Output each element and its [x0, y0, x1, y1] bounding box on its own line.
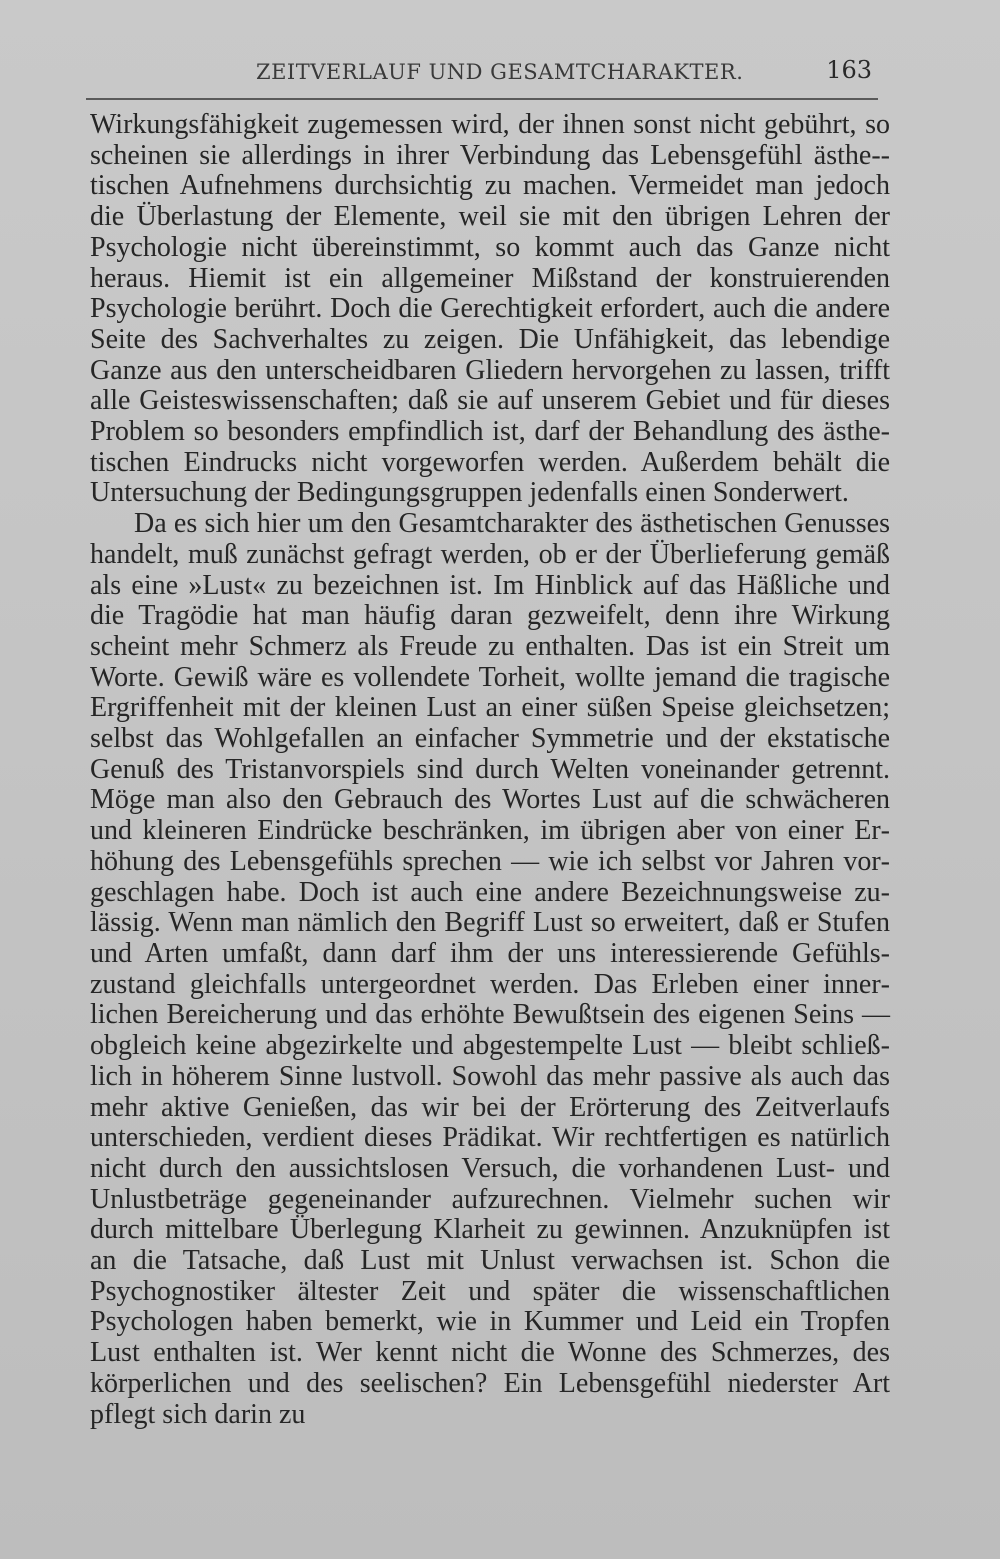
paragraph-2: Da es sich hier um den Gesamtcharakter des ästhetischen Genusses handelt, muß zunächst gefragt werden, ob er der Überlieferung gemäß als eine »Lust« zu bezeichnen ist. Im Hinblick auf das Häßliche und die Tragödie hat man häufig daran gezweifelt, denn ihre Wirkung scheint mehr Schmerz als Freude zu enthalten. Das ist ein Streit um Worte. Gewiß wäre es vollendete Torheit, wollte jemand die tragische Ergriffenheit mit der kleinen Lust an einer süßen Speise gleichsetzen; selbst das Wohlgefallen an einfacher Symmetrie und der ekstatische Genuß des Tristanvorspiels sind durch Welten voneinander getrennt. Möge man also den Gebrauch des Wortes Lust auf die schwächeren und kleineren Eindrücke beschränken, im übrigen aber von einer Erhöhung des Lebensgefühls sprechen — wie ich selbst vor Jahren vorgeschlagen habe. Doch ist auch eine andere Bezeichnungsweise zulässig. Wenn man nämlich den Begriff Lust so erweitert, daß er Stufen und Arten umfaßt, dann darf ihm der uns interessierende Gefühlszustand gleichfalls untergeordnet werden. Das Erleben einer innerlichen Bereicherung und das erhöhte Bewußtsein des eigenen Seins — obgleich keine abgezirkelte und abgestempelte Lust — bleibt schließlich in höherem Sinne lustvoll. Sowohl das mehr passive als auch das mehr aktive Genießen, das wir bei der Erörterung des Zeitverlaufs unterschieden, verdient dieses Prädikat. Wir rechtfertigen es natürlich nicht durch den aussichtslosen Versuch, die vorhandenen Lust- und Unlustbeträge gegeneinander aufzurechnen. Vielmehr suchen wir durch mittelbare Überlegung Klarheit zu gewinnen. Anzuknüpfen ist an die Tatsache, daß Lust mit Unlust verwachsen ist. Schon die Psychognostiker ältester Zeit und später die wissenschaftlichen Psychologen haben bemerkt, wie in Kummer und Leid ein Tropfen Lust enthalten ist. Wer kennt nicht die Wonne des Schmerzes, des körperlichen und des seelischen? Ein Lebensgefühl niederster Art pflegt sich darin zu — [90, 508, 890, 1430]
body-text — [90, 110, 890, 1430]
running-header — [86, 52, 878, 100]
paragraph-1: Wirkungsfähigkeit zugemessen wird, der ihnen sonst nicht gebührt, so scheinen sie allerdings in ihrer Verbindung das Lebensgefühl ästhe-tischen Aufnehmens durchsichtig zu machen. Vermeidet man jedoch die Überlastung der Elemente, weil sie mit den übrigen Lehren der Psychologie nicht übereinstimmt, so kommt auch das Ganze nicht heraus. Hiemit ist ein allgemeiner Mißstand der konstruierenden Psychologie berührt. Doch die Gerechtigkeit erfordert, auch die andere Seite des Sachverhaltes zu zeigen. Die Unfähigkeit, das lebendige Ganze aus den unterscheidbaren Gliedern hervorgehen zu lassen, trifft alle Geisteswissenschaften; daß sie auf unserem Gebiet und für dieses Problem so besonders empfindlich ist, darf der Behandlung des ästhetischen Eindrucks nicht vorgeworfen werden. Außerdem behält die Untersuchung der Bedingungsgruppen jedenfalls einen Sonderwert. — [90, 109, 890, 509]
page-number: 163 — [826, 56, 872, 84]
running-title: ZEITVERLAUF UND GESAMTCHARAKTER. — [256, 60, 744, 84]
